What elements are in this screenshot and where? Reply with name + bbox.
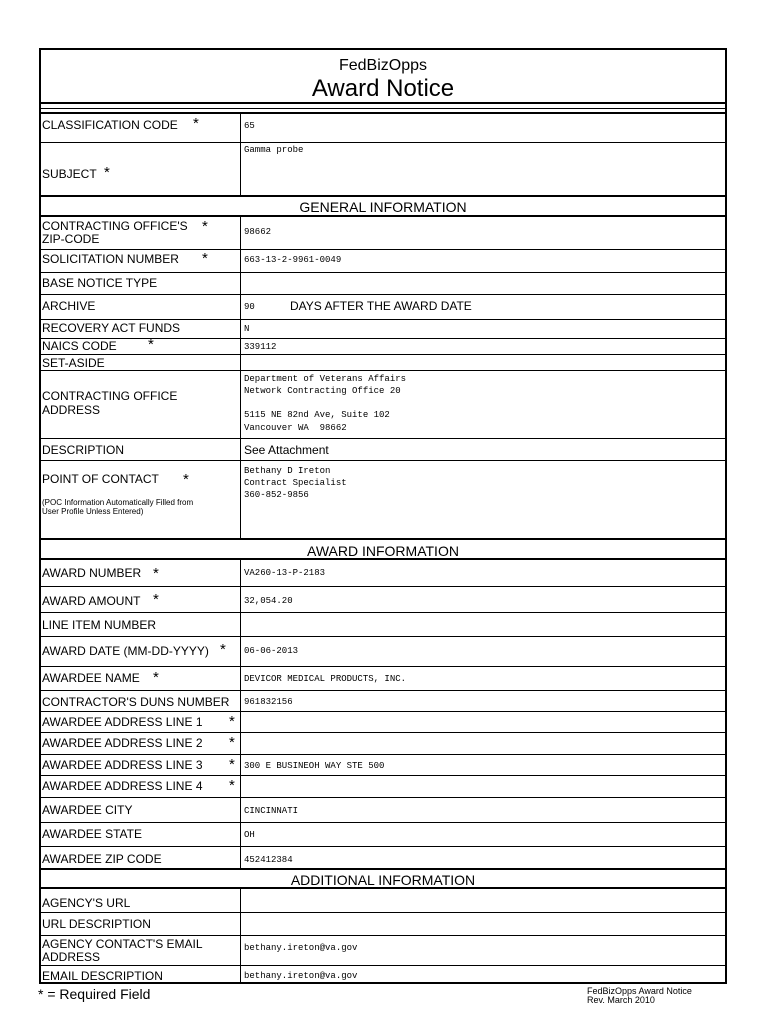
poc-note: (POC Information Automatically Filled from [42, 498, 194, 507]
classification-code-label: CLASSIFICATION CODE [42, 118, 178, 132]
awardee-zip-label: AWARDEE ZIP CODE [42, 852, 162, 866]
office-address-line[interactable]: Vancouver WA 98662 [244, 423, 347, 433]
divider [39, 586, 727, 587]
description-value[interactable]: See Attachment [244, 443, 329, 457]
required-marker: * [183, 471, 189, 488]
solicitation-number-value[interactable]: 663-13-2-9961-0049 [244, 255, 342, 265]
office-address-line[interactable]: Network Contracting Office 20 [244, 386, 401, 396]
column-divider [240, 887, 241, 984]
email-description-label: EMAIL DESCRIPTION [42, 969, 163, 983]
section-heading-award: AWARD INFORMATION [307, 543, 459, 559]
divider [39, 438, 727, 439]
agency-url-label: AGENCY'S URL [42, 896, 131, 910]
duns-number-value[interactable]: 961832156 [244, 697, 293, 707]
form-revision-block [587, 987, 692, 1005]
divider [39, 636, 727, 637]
award-date-value[interactable]: 06-06-2013 [244, 646, 299, 656]
section-heading-additional: ADDITIONAL INFORMATION [290, 872, 476, 888]
award-amount-label: AWARD AMOUNT [42, 594, 141, 608]
column-divider [240, 112, 241, 195]
divider [39, 965, 727, 966]
office-address-line[interactable]: 5115 NE 82nd Ave, Suite 102 [244, 410, 390, 420]
agency-email-label: AGENCY CONTACT'S EMAIL [42, 937, 203, 951]
office-zip-label-line2: ZIP-CODE [42, 232, 100, 246]
divider [39, 112, 727, 114]
column-divider [240, 558, 241, 868]
divider [39, 612, 727, 613]
awardee-address-line3-value[interactable]: 300 E BUSINEOH WAY STE 500 [244, 761, 385, 771]
naics-code-value[interactable]: 339112 [244, 342, 277, 352]
form-title: Award Notice [311, 75, 455, 102]
recovery-act-value[interactable]: N [244, 324, 250, 334]
required-field-legend: * = Required Field [38, 986, 151, 1002]
form-frame [39, 48, 727, 984]
divider [39, 215, 727, 217]
office-address-label: CONTRACTING OFFICE [42, 389, 178, 403]
office-zip-value[interactable]: 98662 [244, 227, 272, 237]
divider [39, 775, 727, 776]
divider [39, 912, 727, 913]
office-address-label-line2: ADDRESS [42, 403, 101, 417]
divider [39, 354, 727, 355]
naics-code-label: NAICS CODE [42, 339, 117, 353]
divider [39, 868, 727, 870]
award-number-label: AWARD NUMBER [42, 566, 142, 580]
awardee-name-label: AWARDEE NAME [42, 671, 140, 685]
divider [39, 108, 727, 109]
divider [39, 690, 727, 691]
divider [39, 294, 727, 295]
archive-value[interactable]: 90 [244, 302, 255, 312]
awardee-state-value[interactable]: OH [244, 830, 255, 840]
archive-days-text: DAYS AFTER THE AWARD DATE [290, 299, 472, 313]
set-aside-label: SET-ASIDE [42, 356, 105, 370]
awardee-zip-value[interactable]: 452412384 [244, 855, 293, 865]
awardee-city-value[interactable]: CINCINNATI [244, 806, 299, 816]
award-amount-value[interactable]: 32,054.20 [244, 596, 293, 606]
point-of-contact-label: POINT OF CONTACT [42, 472, 159, 486]
url-description-label: URL DESCRIPTION [42, 917, 151, 931]
divider [39, 142, 727, 143]
description-label: DESCRIPTION [42, 443, 125, 457]
duns-number-label: CONTRACTOR'S DUNS NUMBER [42, 695, 230, 709]
required-marker: * [229, 777, 235, 794]
divider [39, 319, 727, 320]
divider [39, 249, 727, 250]
subject-value[interactable]: Gamma probe [244, 145, 304, 155]
divider [39, 460, 727, 461]
agency-email-value[interactable]: bethany.ireton@va.gov [244, 943, 358, 953]
poc-line[interactable]: Contract Specialist [244, 478, 347, 488]
required-marker: * [193, 115, 199, 132]
divider [39, 102, 727, 104]
line-item-number-label: LINE ITEM NUMBER [42, 618, 157, 632]
awardee-state-label: AWARDEE STATE [42, 827, 143, 841]
required-marker: * [148, 336, 154, 353]
awardee-city-label: AWARDEE CITY [42, 803, 133, 817]
site-name: FedBizOpps [338, 57, 428, 74]
required-marker: * [153, 565, 159, 582]
section-heading-general: GENERAL INFORMATION [299, 199, 467, 215]
awardee-address-line3-label: AWARDEE ADDRESS LINE 3 [42, 758, 203, 772]
divider [39, 822, 727, 823]
divider [39, 732, 727, 733]
divider [39, 338, 727, 339]
required-marker: * [202, 218, 208, 235]
office-zip-label: CONTRACTING OFFICE'S [42, 219, 188, 233]
form-revision: Rev. March 2010 [587, 995, 655, 1005]
divider [39, 754, 727, 755]
email-description-value[interactable]: bethany.ireton@va.gov [244, 971, 358, 981]
awardee-address-line2-label: AWARDEE ADDRESS LINE 2 [42, 736, 203, 750]
poc-line[interactable]: 360-852-9856 [244, 490, 309, 500]
divider [39, 538, 727, 540]
classification-code-value[interactable]: 65 [244, 121, 255, 131]
awardee-name-value[interactable]: DEVICOR MEDICAL PRODUCTS, INC. [244, 674, 407, 684]
base-notice-type-label: BASE NOTICE TYPE [42, 276, 158, 290]
divider [39, 935, 727, 936]
divider [39, 666, 727, 667]
divider [39, 797, 727, 798]
award-number-value[interactable]: VA260-13-P-2183 [244, 568, 326, 578]
awardee-address-line1-label: AWARDEE ADDRESS LINE 1 [42, 715, 203, 729]
awardee-address-line4-label: AWARDEE ADDRESS LINE 4 [42, 779, 203, 793]
divider [39, 711, 727, 712]
form-name: FedBizOpps Award Notice [587, 986, 692, 996]
office-address-line[interactable]: Department of Veterans Affairs [244, 374, 407, 384]
recovery-act-label: RECOVERY ACT FUNDS [42, 321, 181, 335]
required-marker: * [153, 669, 159, 686]
divider [39, 195, 727, 197]
poc-note-line2: User Profile Unless Entered) [42, 507, 144, 516]
required-marker: * [220, 641, 226, 658]
required-marker: * [202, 250, 208, 267]
required-marker: * [229, 734, 235, 751]
agency-email-label-line2: ADDRESS [42, 950, 101, 964]
poc-line[interactable]: Bethany D Ireton [244, 466, 331, 476]
subject-label: SUBJECT [42, 167, 97, 181]
solicitation-number-label: SOLICITATION NUMBER [42, 252, 179, 266]
divider [39, 370, 727, 371]
divider [39, 846, 727, 847]
required-marker: * [229, 756, 235, 773]
column-divider [240, 215, 241, 538]
required-marker: * [104, 164, 110, 181]
required-marker: * [153, 591, 159, 608]
divider [39, 272, 727, 273]
archive-label: ARCHIVE [42, 299, 96, 313]
award-date-label: AWARD DATE (MM-DD-YYYY) [42, 644, 209, 658]
required-marker: * [229, 713, 235, 730]
